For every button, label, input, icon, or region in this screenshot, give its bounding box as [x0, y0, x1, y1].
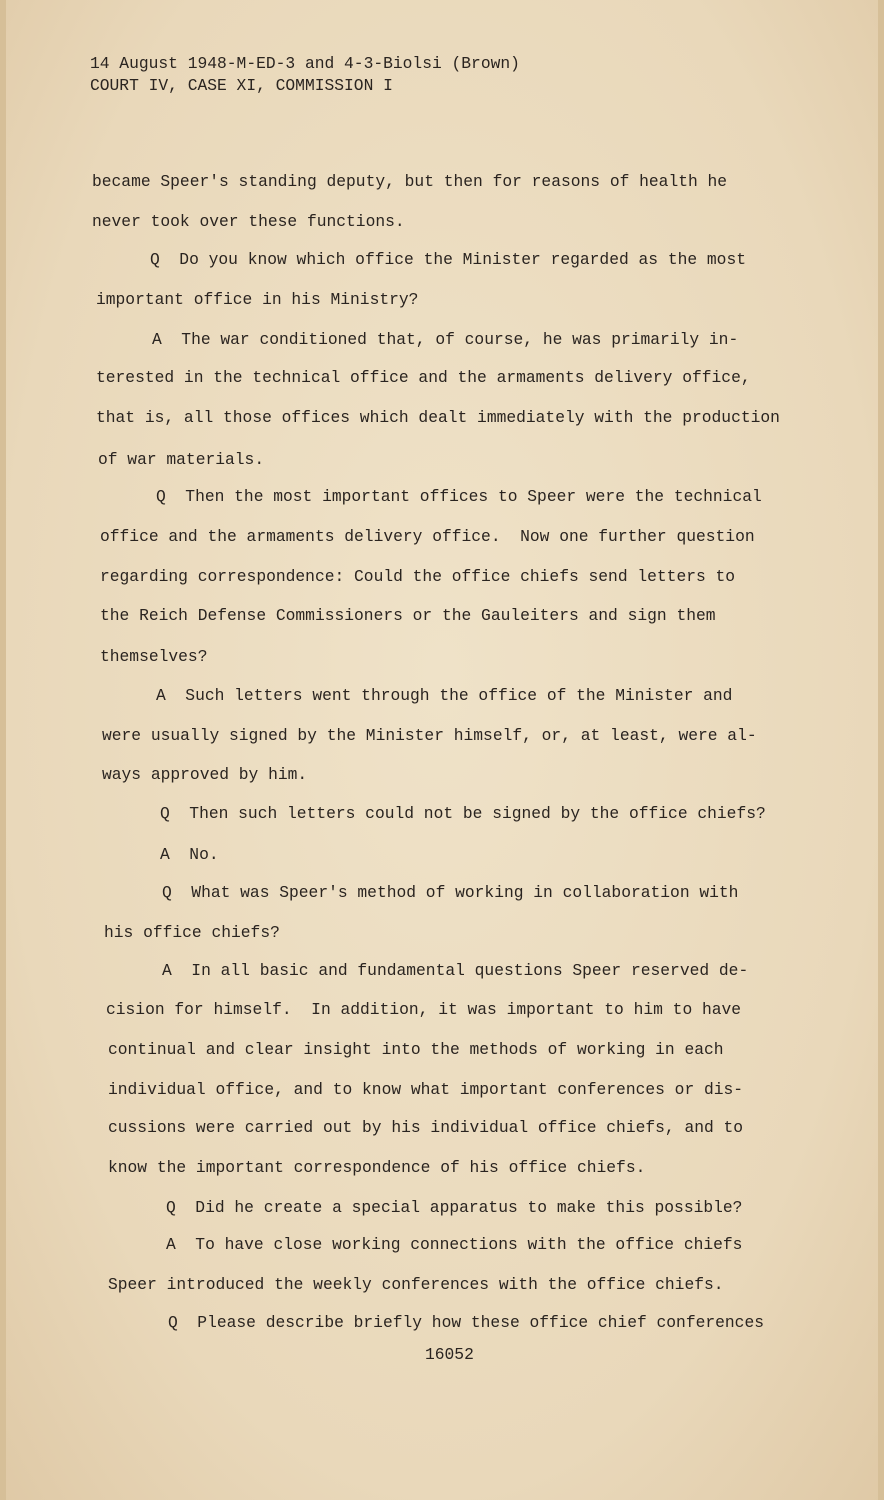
text-line: A In all basic and fundamental questions Speer reserved de- [162, 961, 749, 980]
header-line-date: 14 August 1948-M-ED-3 and 4-3-Biolsi (Brown) [90, 54, 520, 73]
text-line: continual and clear insight into the methods of working in each [108, 1040, 724, 1059]
text-line: Q Then the most important offices to Speer were the technical [156, 487, 762, 506]
text-line: ways approved by him. [102, 765, 308, 784]
text-line: never took over these functions. [92, 212, 405, 231]
text-line: regarding correspondence: Could the office chiefs send letters to [100, 567, 736, 586]
text-line: Q What was Speer's method of working in collaboration with [162, 883, 739, 902]
page-edge-right [878, 0, 884, 1500]
text-line: know the important correspondence of his office chiefs. [108, 1158, 646, 1177]
text-line: A The war conditioned that, of course, he was primarily in- [152, 330, 739, 349]
text-line: A No. [160, 845, 219, 864]
header-line-court: COURT IV, CASE XI, COMMISSION I [90, 76, 393, 95]
text-line: cision for himself. In addition, it was important to him to have [106, 1000, 742, 1019]
text-line: terested in the technical office and the armaments delivery office, [96, 368, 751, 387]
text-line: Q Then such letters could not be signed by the office chiefs? [160, 804, 766, 823]
text-line: Speer introduced the weekly conferences with the office chiefs. [108, 1275, 724, 1294]
text-line: of war materials. [98, 450, 265, 469]
text-line: A Such letters went through the office of the Minister and [156, 686, 733, 705]
text-line: Q Do you know which office the Minister regarded as the most [150, 250, 746, 269]
text-line: important office in his Ministry? [96, 290, 419, 309]
text-line: A To have close working connections with the office chiefs [166, 1235, 743, 1254]
text-line: themselves? [100, 647, 208, 666]
page-number: 16052 [425, 1345, 474, 1364]
text-line: cussions were carried out by his individual office chiefs, and to [108, 1118, 744, 1137]
text-line: Q Did he create a special apparatus to make this possible? [166, 1198, 743, 1217]
text-line: became Speer's standing deputy, but then for reasons of health he [92, 172, 728, 191]
text-line: office and the armaments delivery office. Now one further question [100, 527, 755, 546]
text-line: the Reich Defense Commissioners or the Gauleiters and sign them [100, 606, 716, 625]
text-line: his office chiefs? [104, 923, 280, 942]
text-line: Q Please describe briefly how these office chief conferences [168, 1313, 764, 1332]
text-line: were usually signed by the Minister himself, or, at least, were al- [102, 726, 757, 745]
page-edge-left [0, 0, 6, 1500]
text-line: individual office, and to know what important conferences or dis- [108, 1080, 744, 1099]
text-line: that is, all those offices which dealt immediately with the production [96, 408, 780, 427]
